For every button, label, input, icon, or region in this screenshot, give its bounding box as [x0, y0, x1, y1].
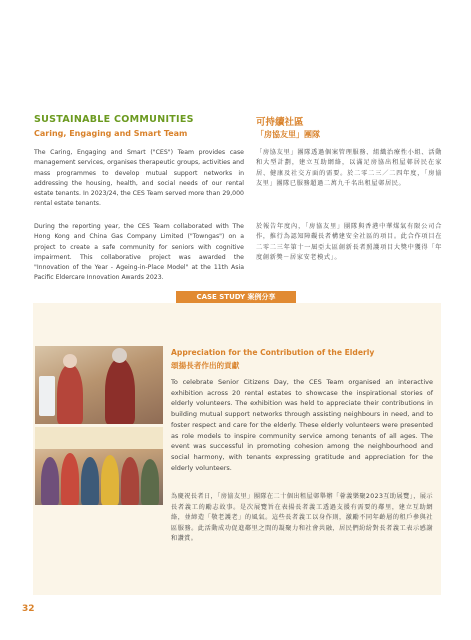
elderly-volunteers-photo-2: [35, 427, 163, 505]
paragraph-en-1: The Caring, Engaging and Smart ("CES") Team provides case management services, organises therapeutic groups, activities and mass programmes to develop mutual support networks in addressing the housing, health, and social needs of our rental estate tenants. In 2023/24, the CES Team served more than 29,000 rental estate tenants.: [34, 149, 244, 208]
section-title-en: SUSTAINABLE COMMUNITIES: [34, 114, 194, 125]
elderly-volunteers-photo-1: [35, 346, 163, 424]
page-number: 32: [22, 604, 35, 614]
section-title-zh: 可持續社區: [256, 117, 304, 128]
paragraph-zh-1: 「房協友里」團隊透過個案管理服務、組織治療性小組、活動和大型計劃，建立互助網絡，以滿足房協出租屋邨居民在家居、健康及社交方面的需要。於二零二三／二四年度，「房協友里」團隊已服務超過二萬九千名出租屋邨居民。: [256, 149, 442, 187]
section-subtitle-zh: 「房協友里」團隊: [256, 130, 320, 139]
case-study-banner: CASE STUDY 案例分享: [176, 291, 296, 303]
paragraph-en-2: During the reporting year, the CES Team collaborated with The Hong Kong and China Gas Company Limited ("Towngas") on a project to create a safe community for seniors with cognitive impairment. This collaborative project was awarded the "Innovation of the Year - Ageing-in-Place Model" at the 11th Asia Pacific Eldercare Innovation Awards 2023.: [34, 223, 244, 282]
case-study-title-zh: 頌揚長者作出的貢獻: [171, 361, 240, 370]
section-subtitle-en: Caring, Engaging and Smart Team: [34, 129, 188, 138]
case-study-title-en: Appreciation for the Contribution of the Elderly: [171, 348, 375, 357]
case-study-body-zh: 為慶祝長者日，「房協友里」團隊在二十個出租屋邨舉辦「薈義樂聚2023互助展覽」，展示長者義工的勵志故事。是次展覽旨在表揚長者義工透過支援有需要的鄰里，建立互助網絡，並締造「敬老護老」的風氣。這些長者義工以身作則，激勵不同年齡層的租戶參與社區服務。此活動成功促進鄰里之間的凝聚力和社會共融，居民們紛紛對長者義工表示感謝和讚賞。: [171, 493, 433, 543]
case-study-body-en: To celebrate Senior Citizens Day, the CES Team organised an interactive exhibition across 20 rental estates to showcase the inspirational stories of elderly volunteers. The exhibition was held to appreciate their contributions in building mutual support networks through assisting neighbours in need, and to foster respect and care for the elderly. These elderly volunteers were presented as role models to inspire community service among tenants of all ages. The event was successful in promoting cohesion among the neighbourhood and social harmony, with tenants expressing gratitude and appreciation for the elderly volunteers.: [171, 378, 433, 472]
paragraph-zh-2: 於報告年度內，「房協友里」團隊與香港中華煤氣有限公司合作，推行為認知障礙長者構建安全社區的項目。此合作項目在二零二三年第十一屆亞太區創新長者照護項目大獎中獲得「年度創新獎－居家安老模式」。: [256, 223, 442, 261]
